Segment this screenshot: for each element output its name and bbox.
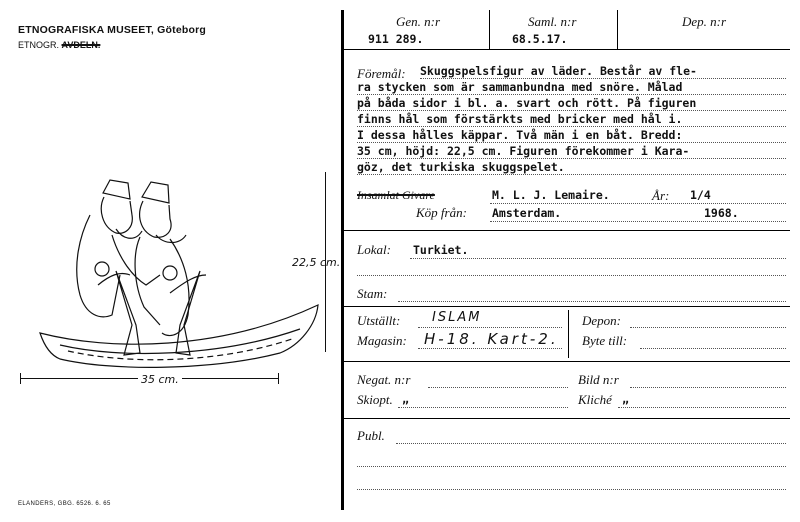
- lokal-label: Lokal:: [357, 242, 391, 257]
- foremal-line-2: ra stycken som är sammanbundna med snöre. Målad: [357, 80, 683, 94]
- negat-label: Negat. n:r: [357, 372, 411, 387]
- foremal-label: Föremål:: [357, 66, 406, 81]
- panel-left-border: [341, 10, 344, 510]
- depon-label: Depon:: [582, 313, 621, 328]
- dep-label: Dep. n:r: [682, 14, 727, 29]
- byte-label: Byte till:: [582, 333, 628, 348]
- height-note: 22,5 cm.: [292, 256, 341, 269]
- foremal-line-1: Skuggspelsfigur av läder. Består av fle-: [420, 64, 697, 78]
- foremal-line-7: göz, det turkiska skuggspelet.: [357, 160, 565, 174]
- foremal-line-3: på båda sidor i bl. a. svart och rött. På figuren: [357, 96, 697, 110]
- kop-label: Köp från:: [416, 205, 467, 220]
- gen-label: Gen. n:r: [396, 14, 441, 29]
- storage-divider: [568, 310, 569, 358]
- acquirer-struck-label: Insamlat Givare: [357, 188, 435, 202]
- header-divider-1: [489, 10, 490, 49]
- ar-label: År:: [652, 188, 670, 203]
- shadow-puppet-drawing: [20, 175, 350, 395]
- foremal-line-6: 35 cm, höjd: 22,5 cm. Figuren förekommer i Kara-: [357, 144, 690, 158]
- width-tick-left: [20, 373, 21, 384]
- museum-name: ETNOGRAFISKA MUSEET, Göteborg: [18, 24, 206, 36]
- printer-imprint: ELANDERS, GBG. 6526. 6. 65: [18, 501, 111, 507]
- header-row-bottom: [344, 49, 790, 50]
- left-fez: [103, 180, 130, 199]
- ar-value: 1/4: [690, 188, 711, 202]
- kliche-label: Kliché: [578, 392, 612, 407]
- skiopt-value: „: [402, 392, 409, 406]
- right-fez: [142, 182, 169, 203]
- magasin-label: Magasin:: [357, 333, 407, 348]
- acquirer-name: M. L. J. Lemaire.: [492, 188, 610, 202]
- saml-label: Saml. n:r: [528, 14, 577, 29]
- department-prefix: ETNOGR.: [18, 40, 60, 50]
- publ-top-rule: [344, 418, 790, 419]
- header-divider-2: [617, 10, 618, 49]
- department-line: [18, 40, 100, 50]
- department-struck: AVDELN.: [61, 40, 101, 50]
- lokal-top-rule: [344, 230, 790, 231]
- year-value: 1968.: [704, 206, 739, 220]
- magasin-value: H-18. Kart-2.: [424, 330, 559, 348]
- utstallt-label: Utställt:: [357, 313, 401, 328]
- width-tick-right: [278, 373, 279, 384]
- foremal-line-4: finns hål som förstärkts med bricker med hål i.: [357, 112, 683, 126]
- kop-value: Amsterdam.: [492, 206, 562, 220]
- kliche-value: „: [622, 392, 629, 406]
- skiopt-label: Skiopt.: [357, 392, 393, 407]
- utstallt-value: ISLAM: [432, 310, 482, 325]
- storage-top-rule: [344, 306, 790, 307]
- saml-value: 68.5.17.: [512, 32, 568, 46]
- stam-label: Stam:: [357, 286, 388, 301]
- gen-value: 911 289.: [368, 32, 424, 46]
- bild-label: Bild n:r: [578, 372, 619, 387]
- photo-top-rule: [344, 361, 790, 362]
- foremal-line-5: I dessa hålles käppar. Två män i en båt. Bredd:: [357, 128, 683, 142]
- width-note: 35 cm.: [138, 373, 182, 386]
- publ-label: Publ.: [357, 428, 385, 443]
- lokal-value: Turkiet.: [413, 243, 469, 257]
